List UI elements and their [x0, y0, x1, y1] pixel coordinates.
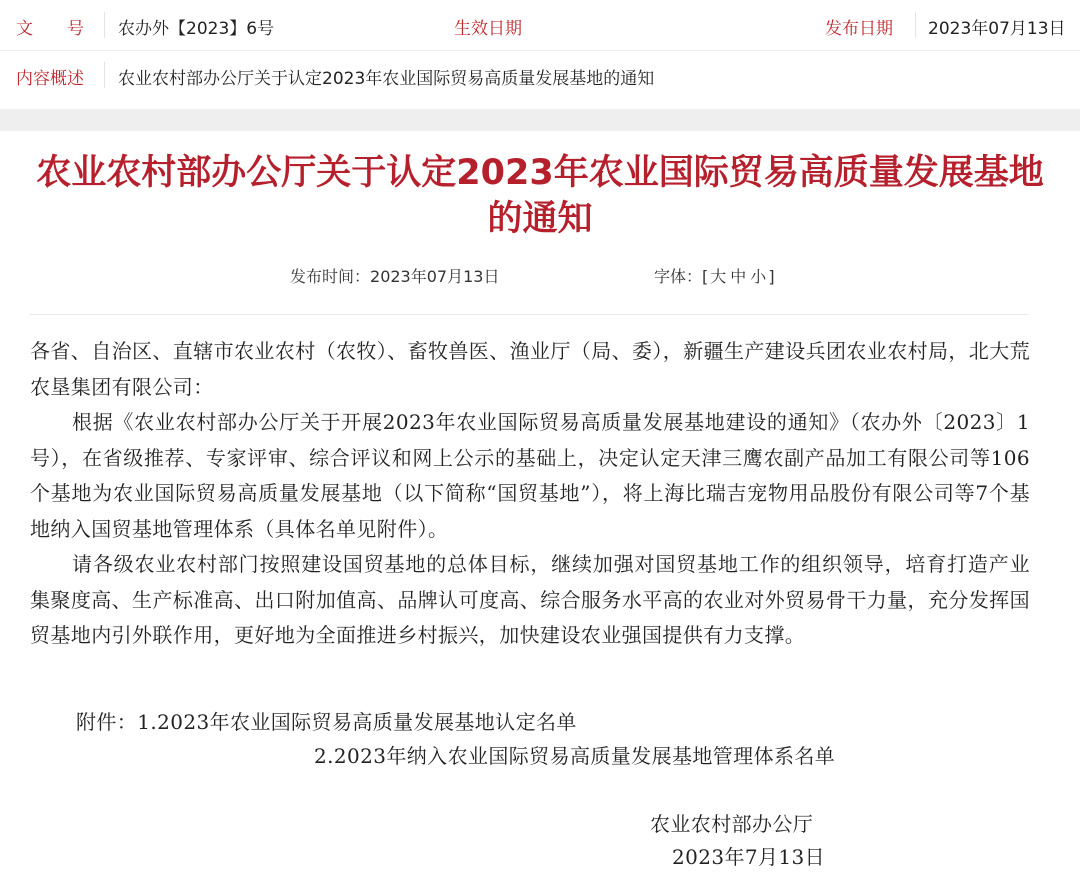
meta-row-divider: [0, 50, 1080, 51]
meta-divider: [104, 62, 105, 88]
publish-time-value: 2023年07月13日: [370, 267, 500, 286]
font-size-bracket-open: [: [702, 267, 709, 286]
signature-org: 农业农村部办公厅: [650, 812, 814, 836]
publish-time: [290, 264, 499, 287]
font-size-switcher: [654, 264, 775, 287]
attachment-label: 附件：: [76, 710, 138, 734]
body-paragraph-1: 根据《农业农村部办公厅关于开展2023年农业国际贸易高质量发展基地建设的通知》（农办外〔2023〕1号），在省级推荐、专家评审、综合评议和网上公示的基础上，决定认定天津三鹰农副产品加工有限公司等106个基地为农业国际贸易高质量发展基地（以下简称“国贸基地”），将上海比瑞吉宠物用品股份有限公司等7个基地纳入国贸基地管理体系（具体名单见附件）。: [30, 410, 1030, 541]
document-title-line1: 农业农村部办公厅关于认定2023年农业国际贸易高质量发展基地: [36, 153, 1044, 193]
meta-row-doc-info: [0, 12, 1080, 40]
meta-divider: [104, 12, 105, 38]
recipients-paragraph: 各省、自治区、直辖市农业农村（农牧）、畜牧兽医、渔业厅（局、委），新疆生产建设兵团农业农村局，北大荒农垦集团有限公司：: [30, 339, 1030, 399]
publish-time-label: 发布时间：: [290, 267, 371, 286]
summary-value: 农业农村部办公厅关于认定2023年农业国际贸易高质量发展基地的通知: [118, 68, 655, 89]
doc-number-label: 文 号: [16, 18, 84, 39]
meta-row-summary: [0, 62, 1080, 90]
document-title-line2: 的通知: [487, 199, 593, 239]
attachment-item-2-text[interactable]: 2.2023年纳入农业国际贸易高质量发展基地管理体系名单: [314, 744, 836, 768]
attachment-item-1: [76, 706, 577, 735]
font-size-label: 字体：: [654, 267, 703, 286]
font-size-large-link[interactable]: 大: [710, 267, 727, 286]
font-size-bracket-close: ]: [768, 267, 775, 286]
publish-date-label: 发布日期: [825, 18, 893, 39]
effective-date-label: 生效日期: [454, 18, 522, 39]
document-title: [30, 150, 1050, 242]
document-body: [30, 334, 1030, 654]
summary-label: 内容概述: [16, 68, 84, 89]
signature-date: 2023年7月13日: [672, 845, 826, 869]
attachment-item-2: [314, 740, 835, 769]
content-divider: [30, 314, 1028, 315]
doc-number-value: 农办外【2023】6号: [118, 18, 275, 39]
body-paragraph-2: 请各级农业农村部门按照建设国贸基地的总体目标，继续加强对国贸基地工作的组织领导，培育打造产业集聚度高、生产标准高、出口附加值高、品牌认可度高、综合服务水平高的农业对外贸易骨干力量，充分发挥国贸基地内引外联作用，更好地为全面推进乡村振兴，加快建设农业强国提供有力支撑。: [30, 552, 1030, 647]
font-size-medium-link[interactable]: 中: [730, 267, 747, 286]
meta-divider: [915, 12, 916, 38]
attachment-item-1-text[interactable]: 1.2023年农业国际贸易高质量发展基地认定名单: [137, 710, 577, 734]
publish-date-value: 2023年07月13日: [928, 18, 1066, 39]
section-separator-band: [0, 109, 1080, 131]
font-size-small-link[interactable]: 小: [750, 267, 767, 286]
